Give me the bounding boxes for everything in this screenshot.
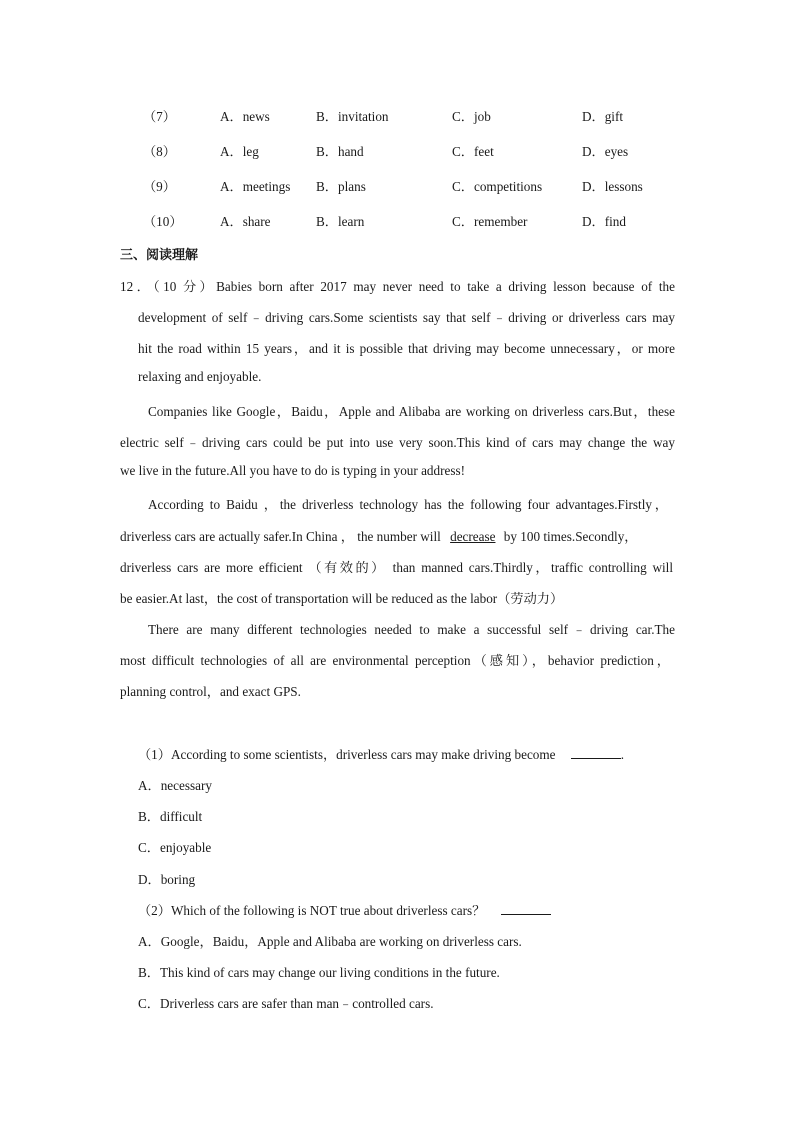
subquestion-stem xyxy=(138,744,624,763)
options-row-7 xyxy=(0,106,794,126)
option-b: B．hand xyxy=(316,144,364,159)
stem-end: . xyxy=(620,747,625,762)
answer-blank[interactable] xyxy=(571,746,621,759)
text-segment: driverless cars are actually safer.In China ， the number will xyxy=(120,529,441,544)
passage-line: hit the road within 15 years，and it is possible that driving may become unnecessary，or more xyxy=(138,341,675,356)
option-d: D．find xyxy=(582,214,626,229)
answer-option[interactable]: C．Driverless cars are safer than man﹣controlled cars. xyxy=(138,996,434,1011)
options-row-10 xyxy=(0,211,794,231)
question-number: （8） xyxy=(143,144,176,159)
option-c: C．feet xyxy=(452,144,494,159)
answer-blank[interactable] xyxy=(501,902,551,915)
section-title: 三、阅读理解 xyxy=(120,248,199,263)
answer-option[interactable]: A．Google，Baidu，Apple and Alibaba are working on driverless cars. xyxy=(138,934,522,949)
passage-line: development of self﹣driving cars.Some scientists say that self﹣driving or driverless cars may xyxy=(138,310,675,325)
passage-line: we live in the future.All you have to do is typing in your address! xyxy=(120,463,466,478)
option-d: D．lessons xyxy=(582,179,643,194)
question-number: （9） xyxy=(143,179,176,194)
passage-line: most difficult technologies of all are environmental perception（感知），behavior prediction， xyxy=(120,653,670,668)
answer-option[interactable]: A．necessary xyxy=(138,778,212,793)
options-row-8 xyxy=(0,141,794,161)
answer-option[interactable]: B．This kind of cars may change our living conditions in the future. xyxy=(138,965,500,980)
options-row-9 xyxy=(0,176,794,196)
stem-text: （2）Which of the following is NOT true about driverless cars？ xyxy=(138,903,486,918)
option-b: B．learn xyxy=(316,214,365,229)
question-number: （10） xyxy=(143,214,183,229)
question-number: （7） xyxy=(143,109,176,124)
passage-line: planning control，and exact GPS. xyxy=(120,684,301,699)
passage-line: driverless cars are more efficient （有效的） than manned cars.Thirdly，traffic controlling will xyxy=(120,560,673,575)
question-header: 12．（10 分）Babies born after 2017 may never need to take a driving lesson because of the xyxy=(120,279,675,294)
answer-option[interactable]: B．difficult xyxy=(138,809,203,824)
option-c: C．competitions xyxy=(452,179,543,194)
option-d: D．eyes xyxy=(582,144,629,159)
passage-line: There are many different technologies needed to make a successful self﹣driving car.The xyxy=(148,622,675,637)
option-d: D．gift xyxy=(582,109,624,124)
option-c: C．job xyxy=(452,109,491,124)
option-c: C．remember xyxy=(452,214,528,229)
underlined-word: decrease xyxy=(450,529,496,544)
option-b: B．invitation xyxy=(316,109,389,124)
passage-line: According to Baidu ，the driverless technology has the following four advantages.Firstly， xyxy=(148,497,668,512)
option-a: A．share xyxy=(220,214,271,229)
stem-text: （1）According to some scientists，driverless cars may make driving become xyxy=(138,747,556,762)
passage-line: be easier.At last，the cost of transportation will be reduced as the labor（劳动力） xyxy=(120,591,564,606)
passage-line: electric self﹣driving cars could be put into use very soon.This kind of cars may change the way xyxy=(120,435,675,450)
passage-line-with-underline xyxy=(120,526,637,545)
option-a: A．leg xyxy=(220,144,259,159)
option-a: A．meetings xyxy=(220,179,291,194)
text-segment: by 100 times.Secondly， xyxy=(503,529,638,544)
answer-option[interactable]: C．enjoyable xyxy=(138,840,212,855)
subquestion-stem xyxy=(138,900,551,919)
option-a: A．news xyxy=(220,109,270,124)
option-b: B．plans xyxy=(316,179,366,194)
answer-option[interactable]: D．boring xyxy=(138,872,196,887)
passage-line: relaxing and enjoyable. xyxy=(138,369,262,384)
passage-line: Companies like Google，Baidu，Apple and Alibaba are working on driverless cars.But，these xyxy=(148,404,675,419)
